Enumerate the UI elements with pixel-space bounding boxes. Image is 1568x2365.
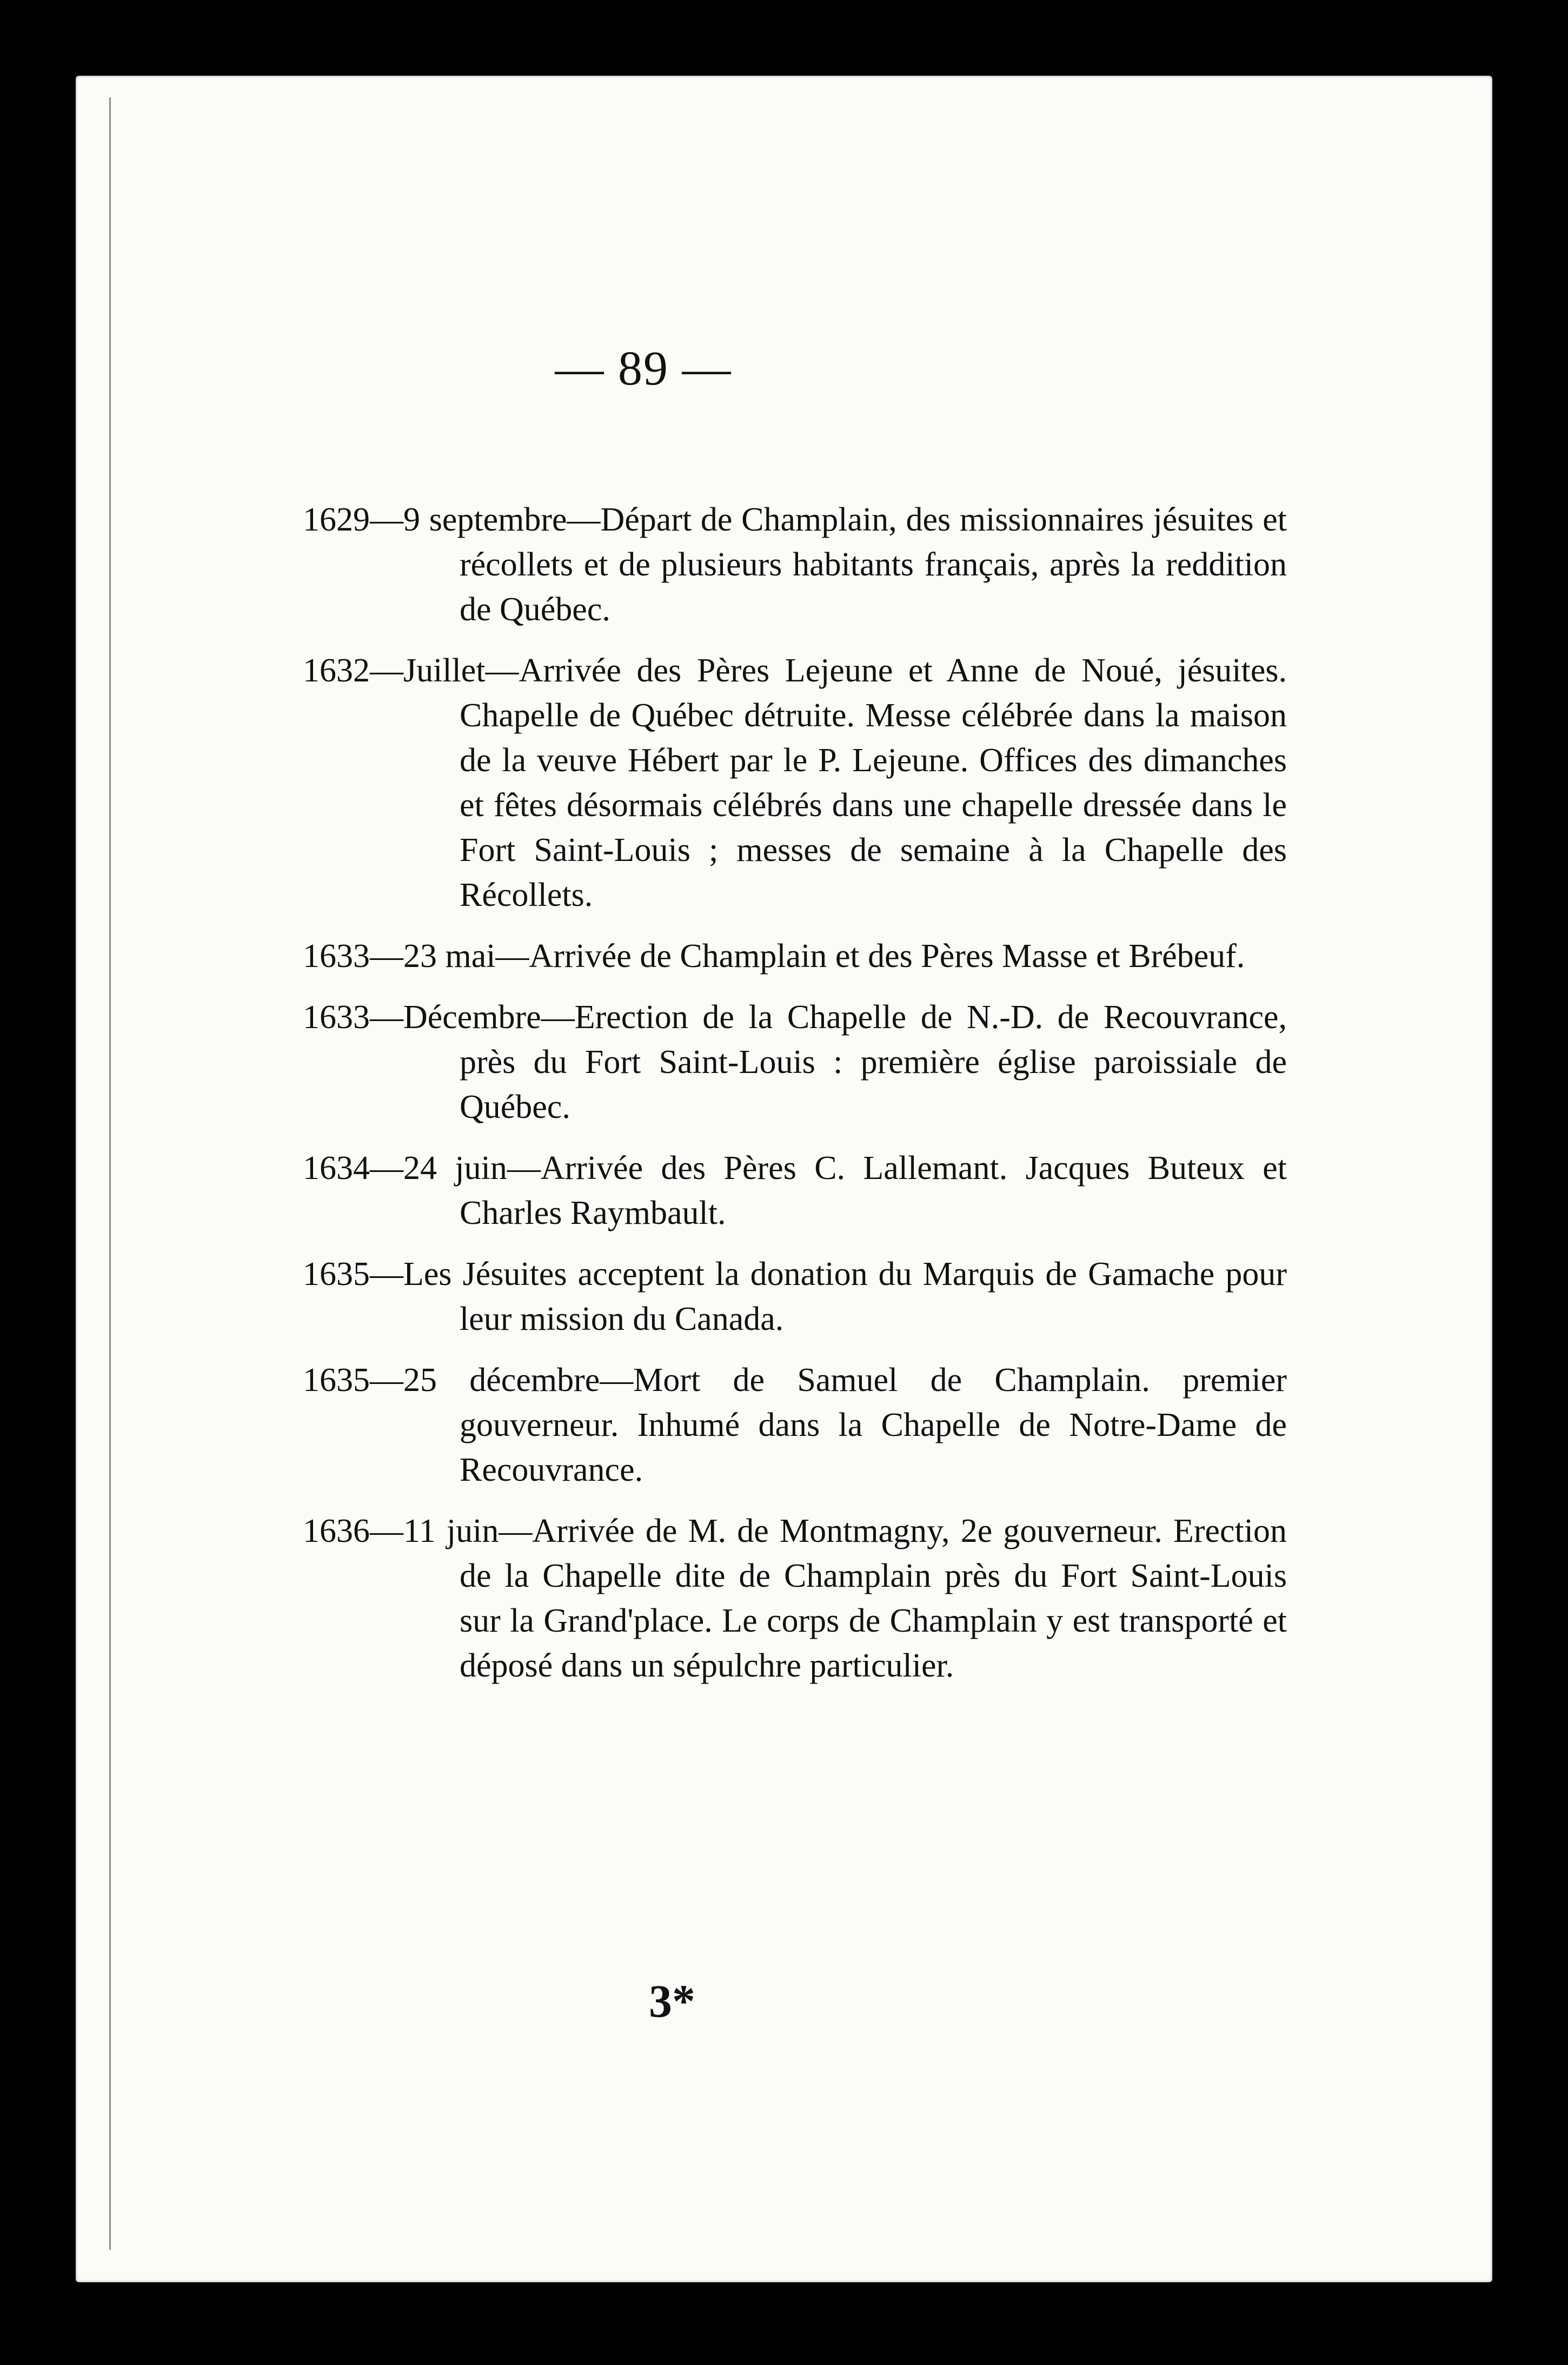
- entry-text: Arrivée des Pères Lejeune et Anne de Noué, jésuites. Chapelle de Québec détruite. Messe célébrée dans la maison de la veuve Hébert par le P. Lejeune. Offices des dimanches et fêtes désormais célébrés dans une chapelle dressée dans le Fort Saint-Louis ; messes de semaine à la Chapelle des Récollets.: [460, 652, 1287, 913]
- chronology-entry: [303, 648, 1287, 918]
- entry-date: 1636—11 juin—: [303, 1513, 533, 1549]
- entry-date: 1632—Juillet—: [303, 652, 519, 689]
- entry-text: Arrivée des Pères C. Lallemant. Jacques Buteux et Charles Raymbault.: [460, 1150, 1287, 1231]
- entry-text: Mort de Samuel de Champlain. premier gouverneur. Inhumé dans la Chapelle de Notre-Dame de Recouvrance.: [460, 1362, 1287, 1488]
- chronology-entry: [303, 498, 1287, 632]
- entry-text: Arrivée de M. de Montmagny, 2e gouverneur. Erection de la Chapelle dite de Champlain près du Fort Saint-Louis sur la Grand'place. Le corps de Champlain y est transporté et déposé dans un sépulchre particulier.: [460, 1513, 1287, 1684]
- entry-text: Départ de Champlain, des missionnaires jésuites et récollets et de plusieurs habitants français, après la reddition de Québec.: [460, 501, 1287, 628]
- page-number: — 89 —: [555, 342, 732, 395]
- chronology-entry: [303, 1252, 1287, 1342]
- chronology-entry: [303, 1146, 1287, 1236]
- entry-text: Les Jésuites acceptent la donation du Marquis de Gamache pour leur mission du Canada.: [403, 1256, 1287, 1337]
- chronology-entry: [303, 1509, 1287, 1688]
- signature-mark: 3*: [649, 1975, 695, 2027]
- entry-date: 1633—Décembre—: [303, 999, 575, 1036]
- chronology-entry: [303, 934, 1287, 979]
- chronology-entry: [303, 1358, 1287, 1493]
- entry-text: Erection de la Chapelle de N.-D. de Recouvrance, près du Fort Saint-Louis : première église paroissiale de Québec.: [460, 999, 1287, 1125]
- entry-date: 1635—: [303, 1256, 403, 1293]
- entry-text: Arrivée de Champlain et des Pères Masse et Brébeuf.: [529, 938, 1245, 975]
- chronology-list: [303, 498, 1287, 1705]
- chronology-entry: [303, 995, 1287, 1130]
- book-page: [76, 76, 1492, 2282]
- entry-date: 1634—24 juin—: [303, 1150, 541, 1187]
- entry-date: 1629—9 septembre—: [303, 501, 601, 538]
- entry-date: 1633—23 mai—: [303, 938, 529, 975]
- entry-date: 1635—25 décembre—: [303, 1362, 634, 1399]
